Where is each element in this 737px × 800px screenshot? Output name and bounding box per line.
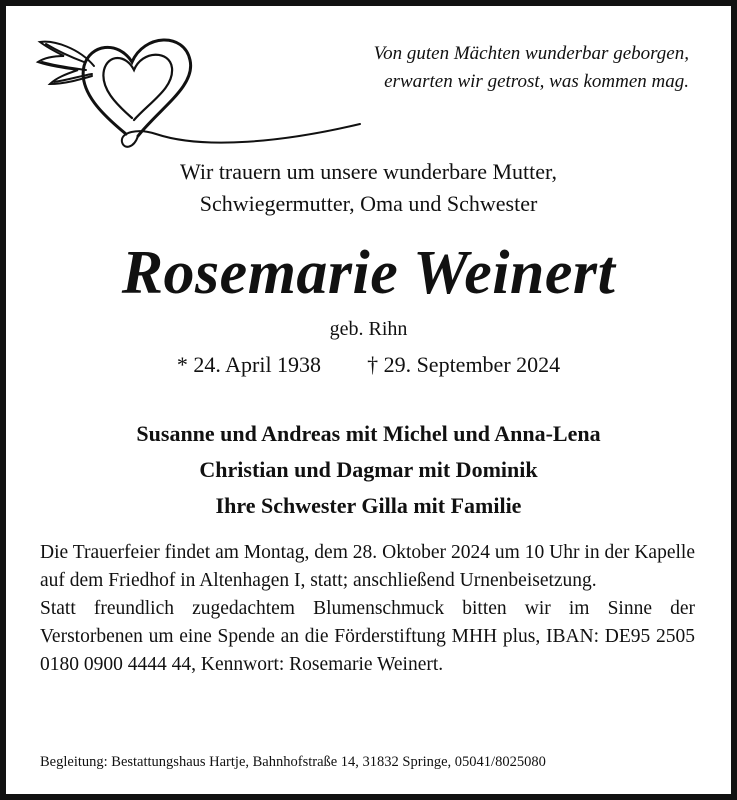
intro-text bbox=[6, 156, 731, 220]
family-line-1: Susanne und Andreas mit Michel und Anna-Lena bbox=[136, 421, 601, 446]
birth-date: * 24. April 1938 bbox=[176, 352, 322, 377]
intro-line-1: Wir trauern um unsere wunderbare Mutter, bbox=[180, 159, 557, 184]
quote bbox=[374, 40, 689, 96]
family-line-3: Ihre Schwester Gilla mit Familie bbox=[215, 493, 522, 518]
ceremony-details bbox=[40, 539, 695, 679]
quote-line-1: Von guten Mächten wunderbar geborgen, bbox=[373, 43, 689, 64]
intro-line-2: Schwiegermutter, Oma und Schwester bbox=[199, 191, 538, 216]
family-list bbox=[6, 416, 731, 524]
family-line-2: Christian und Dagmar mit Dominik bbox=[199, 457, 538, 482]
funeral-home-footer: Begleitung: Bestattungshaus Hartje, Bahnhofstraße 14, 31832 Springe, 05041/8025080 bbox=[40, 754, 546, 770]
donation-paragraph: Statt freundlich zugedachtem Blumenschmuck bitten wir im Sinne der Verstorbenen um eine Spende an die Förderstiftung MHH plus, IBAN: DE95 2505 0180 0900 4444 44, Kennwort: Rosemarie Weinert. bbox=[40, 598, 695, 675]
ceremony-paragraph: Die Trauerfeier findet am Montag, dem 28. Oktober 2024 um 10 Uhr in der Kapelle auf dem Friedhof in Altenhagen I, statt; anschließend Urnenbeisetzung. bbox=[40, 542, 695, 591]
life-dates bbox=[6, 352, 731, 378]
death-date: † 29. September 2024 bbox=[367, 352, 561, 377]
winged-heart-icon bbox=[34, 26, 364, 156]
deceased-name: Rosemarie Weinert bbox=[121, 239, 616, 307]
quote-line-2: erwarten wir getrost, was kommen mag. bbox=[384, 71, 689, 92]
maiden-name: geb. Rihn bbox=[329, 318, 408, 340]
